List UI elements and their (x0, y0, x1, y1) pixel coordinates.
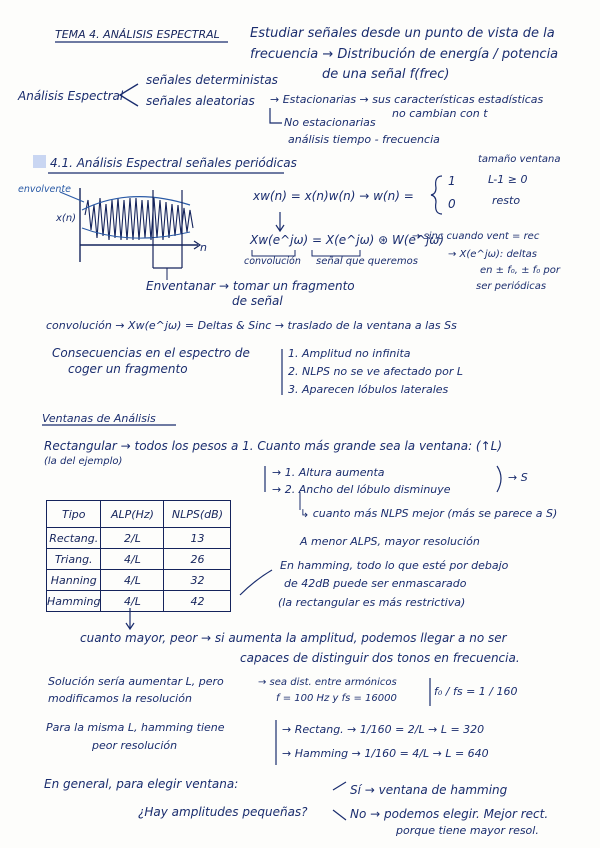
solucion-1: Solución sería aumentar L, pero (48, 675, 224, 688)
cell-nlps: 13 (164, 528, 231, 549)
consecuencia-2: 2. NLPS no se ve afectado por L (288, 365, 463, 378)
separacion-2: f = 100 Hz y fs = 16000 (276, 693, 397, 704)
deltas-3: ser periódicas (476, 281, 547, 292)
consecuencia-3: 3. Aparecen lóbulos laterales (288, 383, 449, 396)
xw-equation: xw(n) = x(n)w(n) → w(n) = (253, 189, 414, 203)
cell-tipo: Rectang. (47, 528, 101, 549)
n-axis-label: n (200, 241, 207, 254)
cell-alp: 2/L (101, 528, 164, 549)
signal-plot (80, 188, 200, 280)
misma-l-1: Para la misma L, hamming tiene (46, 721, 225, 734)
rectangular-desc-2: (la del ejemplo) (44, 456, 123, 467)
table-row (47, 570, 231, 591)
consecuencias-b: coger un fragmento (68, 362, 188, 376)
section-title: 4.1. Análisis Espectral señales periódicas (50, 156, 297, 170)
rectangular-desc: Rectangular → todos los pesos a 1. Cuanto más grande sea la ventana: (↑L) (44, 439, 503, 453)
w-zero: 0 (448, 197, 456, 211)
cell-alp: 4/L (101, 591, 164, 612)
tree-aleatorias: señales aleatorias (146, 94, 255, 108)
enventanar-2: de señal (232, 294, 283, 308)
cuanto-mayor-2: capaces de distinguir dos tonos en frecuencia. (240, 651, 520, 665)
intro-line-3: de una señal f(frec) (322, 67, 450, 82)
sinc-note: → sinc cuando vent = rec (412, 231, 540, 242)
header-nlps: NLPS(dB) (164, 501, 231, 528)
windows-table (46, 500, 231, 612)
table-header-row (47, 501, 231, 528)
consecuencia-1: 1. Amplitud no infinita (288, 347, 411, 360)
tamano-ventana: tamaño ventana (478, 154, 561, 165)
header-alp: ALP(Hz) (101, 501, 164, 528)
page-title: TEMA 4. ANÁLISIS ESPECTRAL (55, 28, 220, 41)
section-marker (33, 155, 46, 168)
w-resto: resto (492, 194, 521, 207)
propiedad-2: → 2. Ancho del lóbulo disminuye (272, 483, 451, 496)
conv-label: convolución (244, 256, 301, 267)
envolvente-label: envolvente (18, 184, 71, 195)
pregunta-amplitudes: ¿Hay amplitudes pequeñas? (138, 805, 308, 819)
respuesta-no: No → podemos elegir. Mejor rect. (350, 807, 549, 821)
cell-nlps: 42 (164, 591, 231, 612)
hamming-note-1: En hamming, todo lo que esté por debajo (280, 559, 509, 572)
tree-root: Análisis Espectral (18, 89, 124, 103)
cell-alp: 4/L (101, 570, 164, 591)
tree-estacionarias-2: no cambian con t (392, 107, 488, 120)
propiedad-s: → S (508, 471, 528, 484)
table-row (47, 591, 231, 612)
fraccion-f0-fs: f₀ / fs = 1 / 160 (434, 685, 518, 698)
cell-tipo: Hanning (47, 570, 101, 591)
deltas-1: → X(e^jω): deltas (448, 249, 537, 260)
cell-nlps: 32 (164, 570, 231, 591)
hamming-equation: → Hamming → 1/160 = 4/L → L = 640 (282, 747, 489, 760)
cell-nlps: 26 (164, 549, 231, 570)
w-condition: L-1 ≥ 0 (488, 173, 528, 186)
cell-tipo: Hamming (47, 591, 101, 612)
en-general: En general, para elegir ventana: (44, 777, 239, 791)
tree-estacionarias: → Estacionarias → sus características estadísticas (270, 93, 544, 106)
cell-alp: 4/L (101, 549, 164, 570)
xn-label: x(n) (56, 213, 77, 224)
tree-deterministas: señales deterministas (146, 73, 278, 87)
solucion-2: modificamos la resolución (48, 692, 192, 705)
intro-line-2: frecuencia → Distribución de energía / potencia (250, 47, 559, 62)
propiedad-1: → 1. Altura aumenta (272, 466, 385, 479)
consecuencias-a: Consecuencias en el espectro de (52, 346, 250, 360)
separacion-1: → sea dist. entre armónicos (258, 677, 397, 688)
table-row (47, 549, 231, 570)
misma-l-2: peor resolución (92, 739, 178, 752)
w-one: 1 (448, 174, 456, 188)
hamming-note-3: (la rectangular es más restrictiva) (278, 596, 466, 609)
rectang-equation: → Rectang. → 1/160 = 2/L → L = 320 (282, 723, 485, 736)
tree-no-estacionarias: No estacionarias (284, 116, 376, 129)
deltas-2: en ± f₀, ± f₀ por (480, 265, 560, 276)
header-tipo: Tipo (47, 501, 101, 528)
convolucion-line: convolución → Xw(e^jω) = Deltas & Sinc → traslado de la ventana a las Ss (46, 319, 457, 332)
alps-note: A menor ALPS, mayor resolución (300, 535, 480, 548)
nlps-note: ↳ cuanto más NLPS mejor (más se parece a S) (300, 507, 558, 520)
tree-tiempo-frecuencia: análisis tiempo - frecuencia (288, 133, 440, 146)
cuanto-mayor-1: cuanto mayor, peor → si aumenta la amplitud, podemos llegar a no ser (80, 631, 507, 645)
respuesta-si: Sí → ventana de hamming (350, 783, 508, 797)
conv-equation: Xw(e^jω) = X(e^jω) ⊛ W(e^jω) (250, 233, 445, 247)
enventanar: Enventanar → tomar un fragmento (146, 279, 355, 293)
hamming-note-2: de 42dB puede ser enmascarado (284, 577, 467, 590)
cell-tipo: Triang. (47, 549, 101, 570)
respuesta-no-2: porque tiene mayor resol. (396, 824, 539, 837)
senal-queremos: señal que queremos (316, 256, 418, 267)
table-row (47, 528, 231, 549)
intro-line-1: Estudiar señales desde un punto de vista de la (250, 26, 555, 41)
ventanas-title: Ventanas de Análisis (42, 412, 156, 425)
